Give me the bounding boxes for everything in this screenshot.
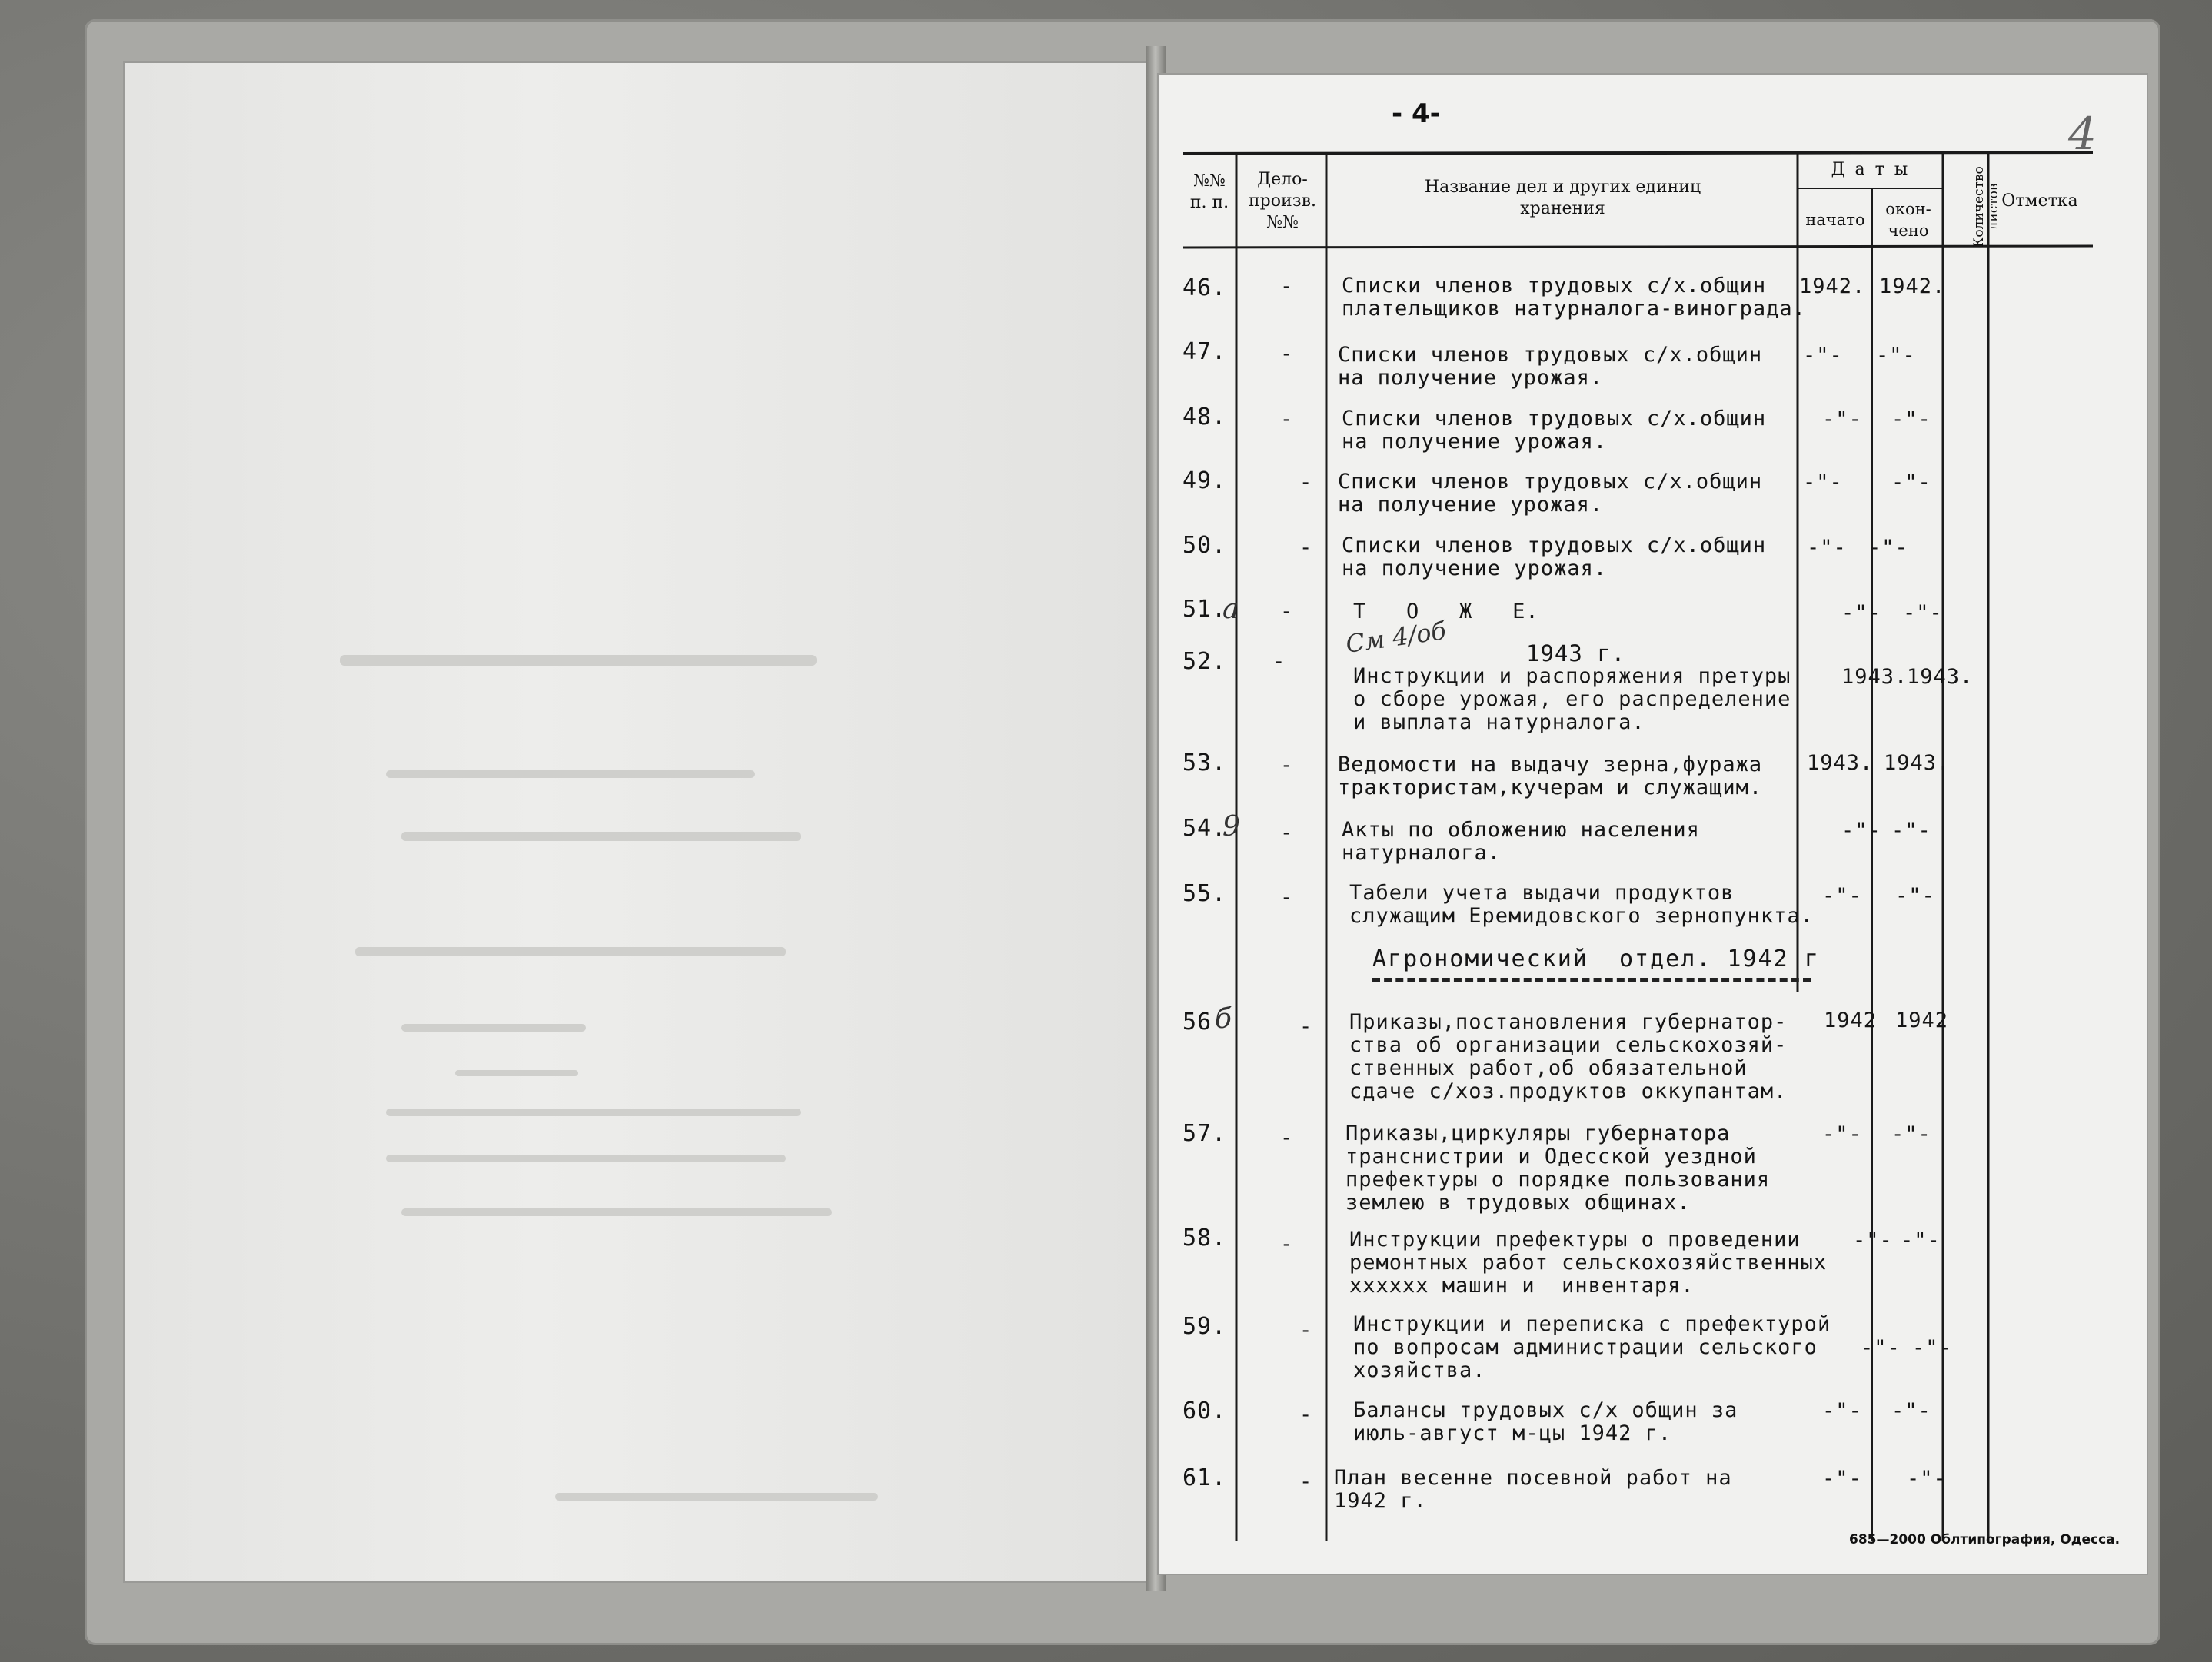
row-title: Списки членов трудовых с/х.общин плательщиков натурналога-винограда.: [1342, 274, 1806, 321]
row-delo: -: [1280, 407, 1294, 431]
row-title: Инструкции и распоряжения претуры о сборе урожая, его распределение и выплата натурналога.: [1353, 664, 1791, 734]
row-title: Списки членов трудовых с/х.общин на получение урожая.: [1342, 407, 1767, 454]
header-sheet-count: Количество листов: [1971, 166, 2001, 248]
row-start: -"-: [1841, 819, 1881, 843]
row-title: Инструкции префектуры о проведении ремонтных работ сельскохозяйственных хххххх машин и инвентаря.: [1349, 1228, 1828, 1298]
row-start: -"-: [1841, 601, 1881, 625]
row-number: 46.: [1183, 274, 1227, 301]
row-delo: -: [1299, 1015, 1313, 1039]
row-end: -"-: [1895, 884, 1935, 908]
row-delo: -: [1280, 1126, 1294, 1150]
row-number: 47.: [1183, 338, 1227, 365]
row-title: Списки членов трудовых с/х.общин на получение урожая.: [1338, 470, 1763, 517]
row-end: -"-: [1876, 344, 1916, 367]
row-delo: -: [1299, 1403, 1313, 1427]
row-title: Табели учета выдачи продуктов служащим Еремидовского зернопункта.: [1349, 881, 1814, 928]
row-start: -"-: [1861, 1336, 1901, 1360]
row-delo: -: [1299, 1318, 1313, 1342]
row-title: Балансы трудовых с/х общин за июль-август м-цы 1942 г.: [1353, 1398, 1738, 1445]
row-title: Приказы,циркуляры губернатора транснистрии и Одесской уездной префектуры о порядке пользования землею в трудовых общинах.: [1345, 1122, 1771, 1215]
row-number: 56: [1183, 1009, 1212, 1035]
row-start: -"-: [1803, 344, 1843, 367]
row-start: -"-: [1822, 1122, 1862, 1146]
header-delo-column: Дело- произв. №№: [1248, 170, 1317, 232]
row-end: 1943.: [1884, 751, 1951, 775]
header-end-date: окон- чено: [1885, 200, 1931, 240]
header-number-column: №№ п. п.: [1189, 171, 1229, 212]
row-title: Списки членов трудовых с/х.общин на получение урожая.: [1342, 534, 1767, 580]
header-dates: Д а т ы: [1831, 160, 1911, 179]
row-delo: -: [1299, 470, 1313, 494]
page-number: - 4-: [1392, 98, 1441, 129]
section-underline: [1372, 978, 1811, 982]
row-end: -"-: [1868, 536, 1908, 560]
handwritten-note-51: а: [1222, 593, 1239, 625]
row-delo: -: [1280, 1232, 1294, 1256]
row-start: -"-: [1822, 1467, 1862, 1491]
row-start: -"-: [1822, 407, 1862, 431]
row-delo: -: [1272, 650, 1286, 673]
year-heading: 1943 г.: [1526, 640, 1626, 666]
row-start: 1942: [1824, 1009, 1878, 1032]
handwritten-folio-number: 4: [2068, 108, 2097, 160]
row-end: 1942.: [1879, 274, 1946, 298]
row-number: 57.: [1183, 1120, 1227, 1147]
row-end: -"-: [1891, 1399, 1931, 1423]
handwritten-note-56: б: [1215, 1003, 1232, 1035]
row-end: -"-: [1891, 407, 1931, 431]
row-start: -"-: [1822, 884, 1862, 908]
row-number: 55.: [1183, 880, 1227, 907]
row-number: 51.: [1183, 596, 1227, 623]
row-title: Акты по обложению населения натурналога.: [1342, 818, 1700, 865]
row-end: -"-: [1912, 1336, 1952, 1360]
row-title: План весенне посевной работ на 1942 г.: [1334, 1466, 1732, 1513]
row-number: 58.: [1183, 1225, 1227, 1251]
handwritten-note-52: См 4/об: [1343, 616, 1449, 659]
row-delo: -: [1280, 821, 1294, 845]
row-start: -"-: [1807, 536, 1847, 560]
row-end: 1943.: [1907, 665, 1974, 689]
header-name-column: Название дел и других единиц хранения: [1424, 178, 1701, 218]
handwritten-note-54: 9: [1222, 811, 1240, 843]
row-number: 61.: [1183, 1464, 1227, 1491]
row-delo: -: [1299, 536, 1313, 560]
row-end: -"-: [1903, 601, 1943, 625]
row-number: 49.: [1183, 467, 1227, 494]
row-number: 59.: [1183, 1313, 1227, 1340]
row-end: -"-: [1891, 470, 1931, 494]
row-delo: -: [1280, 600, 1294, 623]
row-title: Приказы,постановления губернатор- ства об организации сельскохозяй- ственных работ,об обязательной сдаче с/хоз.продуктов оккупантам.: [1349, 1010, 1788, 1103]
header-remark: Отметка: [2001, 191, 2078, 211]
row-number: 50.: [1183, 532, 1227, 559]
row-delo: -: [1280, 753, 1294, 777]
row-end: -"-: [1891, 819, 1931, 843]
header-start-date: начато: [1805, 211, 1865, 229]
row-delo: -: [1299, 1470, 1313, 1494]
row-end: -"-: [1891, 1122, 1931, 1146]
row-number: 52.: [1183, 648, 1227, 675]
row-delo: -: [1280, 342, 1294, 366]
row-start: 1943.: [1807, 751, 1874, 775]
row-start: -"-: [1853, 1228, 1893, 1252]
row-number: 54.: [1183, 815, 1227, 842]
printer-imprint: 685—2000 Облтипография, Одесса.: [1849, 1532, 2121, 1547]
row-number: 53.: [1183, 750, 1227, 776]
row-number: 60.: [1183, 1398, 1227, 1424]
row-end: -"-: [1901, 1228, 1941, 1252]
row-start: 1942.: [1799, 274, 1866, 298]
row-end: 1942: [1895, 1009, 1949, 1032]
row-title: Ведомости на выдачу зерна,фуража трактористам,кучерам и служащим.: [1338, 753, 1763, 799]
row-title: Инструкции и переписка с префектурой по вопросам администрации сельского хозяйства.: [1353, 1312, 1831, 1382]
row-start: -"-: [1822, 1399, 1862, 1423]
row-start: 1943.: [1841, 665, 1908, 689]
row-delo: -: [1280, 886, 1294, 909]
section-heading: Агрономический отдел. 1942 г: [1372, 946, 1820, 972]
row-start: -"-: [1803, 470, 1843, 494]
row-title: Списки членов трудовых с/х.общин на получение урожая.: [1338, 343, 1763, 390]
row-delo: -: [1280, 274, 1294, 298]
row-number: 48.: [1183, 404, 1227, 430]
row-title: Т О Ж Е.: [1353, 600, 1539, 623]
row-end: -"-: [1907, 1467, 1947, 1491]
